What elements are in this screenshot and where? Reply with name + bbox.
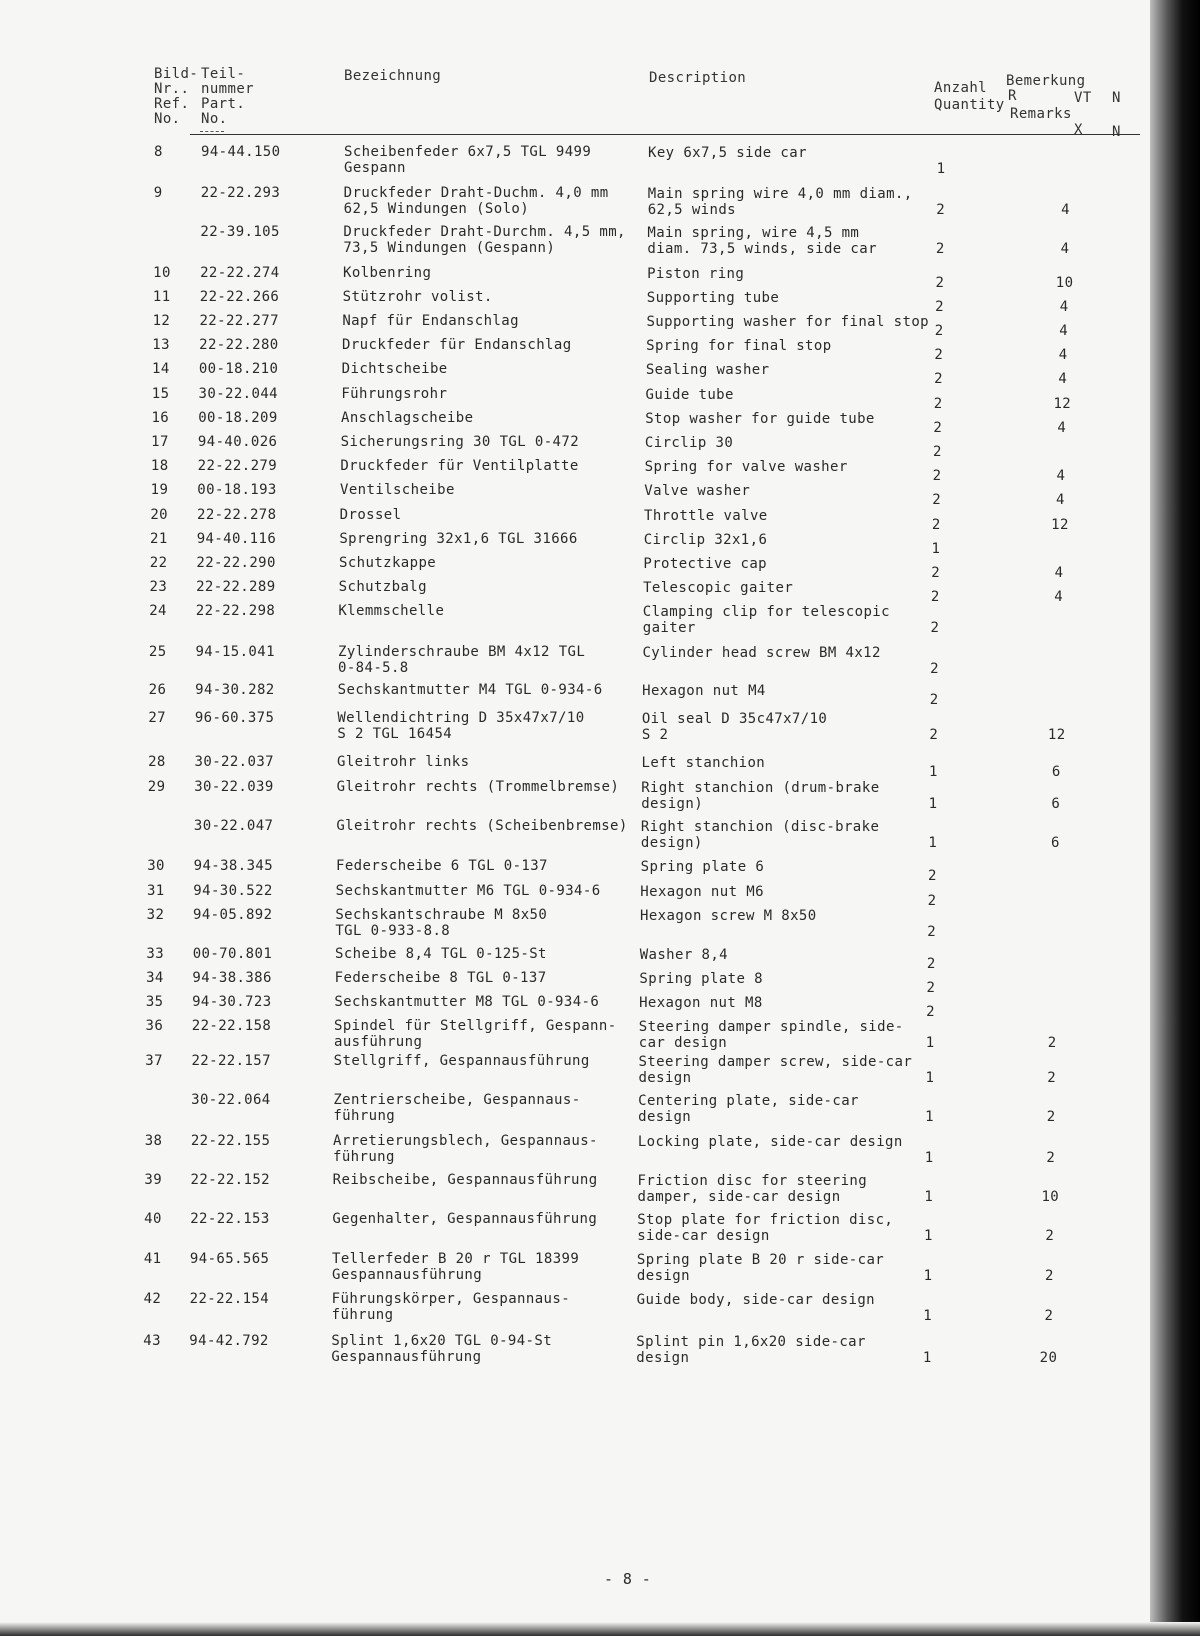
description-text: Locking plate, side-car design [637, 1134, 903, 1150]
quantity-value: 1 [928, 835, 938, 851]
quantity-value: 2 [936, 202, 946, 218]
bezeichnung-text: Wellendichtring D 35x47x7/10 [337, 710, 585, 726]
part-number: 22-22.155 [190, 1133, 271, 1149]
description-text: Spring plate B 20 r side-car [636, 1252, 885, 1268]
header-remarks-n2: N [1112, 124, 1121, 140]
description-text: S 2 [641, 727, 669, 743]
part-number: 94-30.723 [192, 994, 272, 1010]
part-number: 30-22.044 [198, 386, 278, 402]
bezeichnung-text: Druckfeder Draht-Durchm. 4,5 mm, [343, 224, 626, 240]
description-text: Friction disc for steering [637, 1173, 868, 1189]
description-text: Spring plate 8 [639, 971, 763, 987]
bezeichnung-text: Stützrohr volist. [342, 289, 493, 305]
part-number: 94-38.386 [192, 970, 272, 986]
quantity-value: 1 [931, 541, 941, 557]
bezeichnung-text: Druckfeder für Ventilplatte [340, 458, 579, 474]
bezeichnung-text: Zylinderschraube BM 4x12 TGL [338, 644, 586, 660]
part-number: 22-22.289 [196, 579, 276, 595]
bezeichnung-text: Druckfeder Draht-Duchm. 4,0 mm [343, 185, 609, 201]
quantity-value: 2 [935, 241, 945, 257]
bezeichnung-text: Schutzkappe [339, 555, 437, 571]
quantity-value: 1 [923, 1308, 933, 1324]
bezeichnung-text: Führungsrohr [341, 386, 448, 402]
header-remarks-en: Remarks [1010, 106, 1072, 122]
quantity-value: 2 [934, 371, 943, 387]
ref-number: 30 [147, 858, 165, 874]
part-number: 22-22.280 [199, 337, 279, 353]
ref-number: 20 [150, 507, 168, 523]
ref-number: 42 [143, 1291, 162, 1307]
part-number: 94-05.892 [193, 907, 273, 923]
ref-number: 39 [144, 1172, 163, 1188]
description-text: Spring plate 6 [640, 859, 765, 875]
binding-shadow [1150, 0, 1200, 1636]
quantity-value: 2 [932, 492, 942, 508]
ref-number: 17 [151, 434, 169, 450]
description-text: Hexagon screw M 8x50 [640, 908, 817, 924]
bezeichnung-text: TGL 0-933-8.8 [335, 923, 451, 939]
part-number: 94-15.041 [195, 644, 275, 660]
part-number: 22-22.157 [191, 1053, 271, 1069]
bezeichnung-text: Sechskantschraube M 8x50 [335, 907, 548, 923]
bezeichnung-text: Scheibe 8,4 TGL 0-125-St [335, 946, 547, 962]
page-edge-shadow [0, 1622, 1200, 1636]
quantity-value: 1 [922, 1350, 932, 1366]
description-text: Hexagon nut M4 [642, 683, 766, 699]
description-text: Sealing washer [645, 362, 770, 378]
part-number: 22-22.298 [195, 603, 276, 619]
bezeichnung-text: Gespannausführung [331, 1349, 482, 1365]
remarks-value: 2 [1046, 1109, 1056, 1125]
description-text: Throttle valve [644, 508, 768, 524]
bezeichnung-text: Schutzbalg [338, 579, 427, 595]
ref-number: 36 [145, 1018, 164, 1034]
description-text: Stop plate for friction disc, [637, 1212, 894, 1228]
ref-number: 35 [145, 994, 164, 1010]
ref-number: 28 [148, 754, 166, 770]
quantity-value: 2 [927, 868, 937, 884]
bezeichnung-text: Sicherungsring 30 TGL 0-472 [340, 434, 580, 450]
bezeichnung-text: Sechskantmutter M4 TGL 0-934-6 [337, 682, 603, 698]
description-text: Protective cap [643, 556, 767, 572]
quantity-value: 2 [927, 924, 937, 940]
part-number: 22-22.154 [189, 1291, 270, 1307]
part-number: 94-30.522 [193, 883, 273, 899]
quantity-value: 2 [934, 347, 944, 363]
bezeichnung-text: Sechskantmutter M8 TGL 0-934-6 [334, 994, 600, 1010]
header-ref-no: Bild- Nr.. Ref. No. [154, 66, 199, 127]
description-text: Stop washer for guide tube [645, 411, 875, 427]
quantity-value: 2 [931, 517, 941, 533]
description-text: Key 6x7,5 side car [648, 145, 807, 161]
bezeichnung-text: Sechskantmutter M6 TGL 0-934-6 [335, 883, 601, 899]
header-rule [190, 134, 1140, 135]
bezeichnung-text: führung [331, 1307, 394, 1323]
quantity-value: 1 [925, 1070, 935, 1086]
remarks-value: 4 [1058, 347, 1068, 363]
description-text: Supporting tube [646, 290, 780, 306]
description-text: Piston ring [647, 266, 745, 282]
description-text: Steering damper spindle, side- [638, 1019, 904, 1035]
quantity-value: 2 [933, 396, 943, 412]
bezeichnung-text: Drossel [339, 507, 402, 523]
ref-number: 40 [144, 1211, 162, 1227]
remarks-value: 4 [1057, 420, 1067, 436]
bezeichnung-text: Druckfeder für Endanschlag [342, 337, 572, 353]
bezeichnung-text: führung [333, 1108, 396, 1124]
part-number: 22-22.293 [200, 185, 281, 201]
quantity-value: 2 [935, 299, 944, 315]
quantity-value: 1 [925, 1109, 934, 1125]
description-text: car design [638, 1035, 728, 1051]
remarks-value: 6 [1051, 764, 1061, 780]
part-number: 94-40.116 [196, 531, 277, 547]
description-text: design) [640, 835, 703, 851]
quantity-value: 2 [927, 893, 937, 909]
header-remarks-x: X [1074, 122, 1083, 138]
part-number: 94-30.282 [195, 682, 275, 698]
part-number: 30-22.064 [191, 1092, 271, 1108]
remarks-value: 4 [1056, 468, 1066, 484]
bezeichnung-text: Anschlagscheibe [341, 410, 474, 426]
bezeichnung-text: Napf für Endanschlag [342, 313, 519, 329]
bezeichnung-text: Federscheibe 6 TGL 0-137 [336, 858, 548, 874]
description-text: Washer 8,4 [639, 947, 728, 963]
quantity-value: 1 [936, 161, 946, 177]
description-text: Spring for valve washer [644, 459, 848, 475]
description-text: Main spring wire 4,0 mm diam., [647, 186, 913, 202]
description-text: Guide body, side-car design [636, 1292, 875, 1308]
part-number: 96-60.375 [194, 710, 275, 726]
bezeichnung-text: 0-84-5.8 [338, 660, 409, 676]
part-number: 00-18.193 [197, 482, 277, 498]
ref-number: 25 [148, 644, 167, 660]
quantity-value: 2 [926, 1004, 935, 1020]
remarks-value: 4 [1056, 492, 1065, 508]
description-text: 62,5 winds [647, 202, 736, 218]
ref-number: 21 [150, 531, 168, 547]
ref-number: 8 [154, 144, 163, 160]
ref-number: 22 [149, 555, 168, 571]
part-number: 22-22.278 [197, 507, 277, 523]
description-text: Clamping clip for telescopic [642, 604, 890, 620]
part-number: 30-22.037 [194, 754, 274, 770]
bezeichnung-text: Gegenhalter, Gespannausführung [332, 1211, 598, 1227]
description-text: Right stanchion (drum-brake [641, 780, 880, 796]
ref-number: 29 [147, 779, 166, 795]
description-text: Hexagon nut M6 [640, 884, 764, 900]
remarks-value: 12 [1053, 396, 1072, 412]
ref-number: 32 [146, 907, 165, 923]
description-text: Telescopic gaiter [643, 580, 794, 596]
bezeichnung-text: Gleitrohr rechts (Scheibenbremse) [336, 818, 628, 834]
ref-number: 13 [152, 337, 170, 353]
remarks-value: 20 [1039, 1350, 1058, 1366]
header-remarks: Bemerkung [1006, 73, 1086, 89]
part-number: 00-18.209 [198, 410, 278, 426]
quantity-value: 2 [930, 620, 940, 636]
bezeichnung-text: Tellerfeder B 20 r TGL 18399 [332, 1251, 580, 1267]
ref-number: 11 [152, 289, 171, 305]
quantity-value: 1 [924, 1150, 934, 1166]
remarks-value: 2 [1046, 1150, 1056, 1166]
quantity-value: 1 [925, 1035, 935, 1051]
bezeichnung-text: Klemmschelle [338, 603, 445, 619]
ref-number: 34 [146, 970, 164, 986]
bezeichnung-text: 62,5 Windungen (Solo) [343, 201, 530, 217]
part-number: 22-22.158 [191, 1018, 272, 1034]
ref-number: 38 [144, 1133, 163, 1149]
bezeichnung-text: Federscheibe 8 TGL 0-137 [334, 970, 547, 986]
part-number: 22-22.266 [199, 289, 280, 305]
ref-number: 10 [153, 265, 171, 281]
part-number: 22-22.153 [190, 1211, 270, 1227]
description-text: design [638, 1070, 692, 1086]
part-number: 30-22.039 [194, 779, 274, 795]
header-description: Description [649, 70, 747, 86]
description-text: diam. 73,5 winds, side car [647, 241, 877, 257]
ref-number: 43 [143, 1333, 161, 1349]
ref-number: 23 [149, 579, 168, 595]
quantity-value: 2 [929, 692, 939, 708]
description-text: Hexagon nut M8 [639, 995, 763, 1011]
description-text: Left stanchion [641, 755, 766, 771]
remarks-value: 4 [1059, 299, 1069, 315]
bezeichnung-text: Dichtscheibe [341, 361, 448, 377]
bezeichnung-text: Gleitrohr links [337, 754, 470, 770]
quantity-value: 2 [933, 420, 943, 436]
part-number: 94-38.345 [193, 858, 274, 874]
header-part-no: Teil- nummer Part. No. [201, 66, 254, 127]
quantity-value: 2 [930, 661, 939, 677]
part-number: 94-40.026 [197, 434, 278, 450]
header-bezeichnung: Bezeichnung [344, 68, 442, 84]
bezeichnung-text: Führungskörper, Gespannaus- [331, 1291, 571, 1307]
remarks-value: 10 [1041, 1189, 1060, 1205]
quantity-value: 1 [923, 1268, 933, 1284]
quantity-value: 2 [929, 727, 939, 743]
bezeichnung-text: Gleitrohr rechts (Trommelbremse) [336, 779, 620, 795]
quantity-value: 2 [935, 275, 945, 291]
quantity-value: 2 [932, 444, 942, 460]
remarks-value: 10 [1055, 275, 1074, 291]
page-number: - 8 - [604, 1570, 652, 1588]
ref-number: 19 [150, 482, 169, 498]
quantity-value: 2 [926, 980, 936, 996]
description-text: Cylinder head screw BM 4x12 [642, 645, 881, 661]
bezeichnung-text: Zentrierscheibe, Gespannaus- [333, 1092, 581, 1108]
part-number: 94-42.792 [189, 1333, 269, 1349]
quantity-value: 2 [926, 956, 936, 972]
remarks-value: 2 [1047, 1070, 1057, 1086]
description-text: Supporting washer for final stop [646, 314, 929, 330]
ref-number: 24 [149, 603, 167, 619]
remarks-value: 4 [1060, 241, 1070, 257]
description-text: Circlip 32x1,6 [643, 532, 768, 548]
bezeichnung-text: 73,5 Windungen (Gespann) [343, 240, 556, 256]
description-text: Circlip 30 [644, 435, 734, 451]
bezeichnung-text: Stellgriff, Gespannausführung [333, 1053, 590, 1069]
bezeichnung-text: Spindel für Stellgriff, Gespann- [334, 1018, 617, 1034]
quantity-value: 1 [924, 1228, 933, 1244]
quantity-value: 1 [928, 796, 938, 812]
quantity-value: 2 [931, 565, 941, 581]
ref-number: 37 [145, 1053, 163, 1069]
remarks-value: 2 [1044, 1268, 1054, 1284]
ref-number: 33 [146, 946, 165, 962]
remarks-value: 4 [1054, 565, 1064, 581]
ref-number: 31 [146, 883, 165, 899]
remarks-value: 2 [1045, 1228, 1055, 1244]
description-text: Centering plate, side-car [638, 1093, 859, 1109]
part-number: 22-39.105 [200, 224, 280, 240]
bezeichnung-text: ausführung [334, 1034, 423, 1050]
part-number: 22-22.152 [190, 1172, 270, 1188]
bezeichnung-text: Gespann [344, 160, 406, 176]
bezeichnung-text: Splint 1,6x20 TGL 0-94-St [331, 1333, 553, 1349]
description-text: Spring for final stop [646, 338, 832, 354]
header-remarks-n: N [1112, 90, 1121, 106]
bezeichnung-text: Sprengring 32x1,6 TGL 31666 [339, 531, 578, 547]
description-text: Valve washer [644, 483, 751, 499]
remarks-value: 4 [1054, 589, 1064, 605]
bezeichnung-text: S 2 TGL 16454 [337, 726, 453, 742]
part-number: 22-22.279 [197, 458, 278, 474]
bezeichnung-text: Kolbenring [343, 265, 432, 281]
description-text: damper, side-car design [637, 1189, 841, 1205]
bezeichnung-text: Reibscheibe, Gespannausführung [332, 1172, 598, 1188]
part-number: 94-65.565 [189, 1251, 270, 1267]
ref-number: 16 [151, 410, 170, 426]
part-number: 22-22.277 [199, 313, 279, 329]
ref-number: 15 [151, 386, 170, 402]
part-number: 22-22.274 [200, 265, 280, 281]
bezeichnung-text: Scheibenfeder 6x7,5 TGL 9499 [344, 144, 592, 160]
header-quantity: Anzahl Quantity [934, 80, 1005, 113]
remarks-value: 4 [1061, 202, 1070, 218]
ref-number: 14 [152, 361, 170, 377]
remarks-value: 2 [1047, 1035, 1057, 1051]
quantity-value: 2 [932, 468, 942, 484]
ref-number: 27 [148, 710, 167, 726]
header-remarks-vt: VT [1074, 90, 1092, 106]
bezeichnung-text: Ventilscheibe [340, 482, 455, 498]
header-remarks-r: R [1008, 88, 1017, 104]
description-text: Guide tube [645, 387, 734, 403]
remarks-value: 4 [1058, 371, 1068, 387]
bezeichnung-text: Gespannausführung [332, 1267, 483, 1283]
part-number: 00-18.210 [198, 361, 279, 377]
remarks-value: 12 [1047, 727, 1066, 743]
ref-number: 12 [152, 313, 171, 329]
quantity-value: 2 [930, 589, 940, 605]
remarks-value: 12 [1051, 517, 1069, 533]
description-text: Main spring, wire 4,5 mm [647, 225, 860, 241]
description-text: Splint pin 1,6x20 side-car [636, 1334, 866, 1350]
description-text: design [636, 1268, 690, 1284]
description-text: design) [641, 796, 704, 812]
description-text: Right stanchion (disc-brake [640, 819, 880, 835]
bezeichnung-text: führung [333, 1149, 395, 1165]
remarks-value: 2 [1044, 1308, 1054, 1324]
part-number: 00-70.801 [192, 946, 273, 962]
description-text: Steering damper screw, side-car [638, 1054, 913, 1070]
part-number: 22-22.290 [196, 555, 276, 571]
description-text: side-car design [637, 1228, 770, 1244]
ref-number: 26 [148, 682, 167, 698]
bezeichnung-text: Arretierungsblech, Gespannaus- [333, 1133, 598, 1149]
description-text: design [636, 1350, 690, 1366]
remarks-value: 6 [1050, 835, 1060, 851]
part-number: 30-22.047 [193, 818, 274, 834]
remarks-value: 4 [1059, 323, 1069, 339]
description-text: design [638, 1109, 692, 1125]
quantity-value: 1 [929, 764, 938, 780]
quantity-value: 2 [934, 323, 944, 339]
quantity-value: 1 [924, 1189, 934, 1205]
ref-number: 18 [150, 458, 169, 474]
description-text: gaiter [642, 620, 696, 636]
description-text: Oil seal D 35c47x7/10 [641, 711, 828, 727]
remarks-value: 6 [1051, 796, 1061, 812]
ref-number: 9 [153, 185, 163, 201]
part-number: 94-44.150 [201, 144, 281, 160]
ref-number: 41 [143, 1251, 162, 1267]
header-underline [200, 131, 224, 132]
